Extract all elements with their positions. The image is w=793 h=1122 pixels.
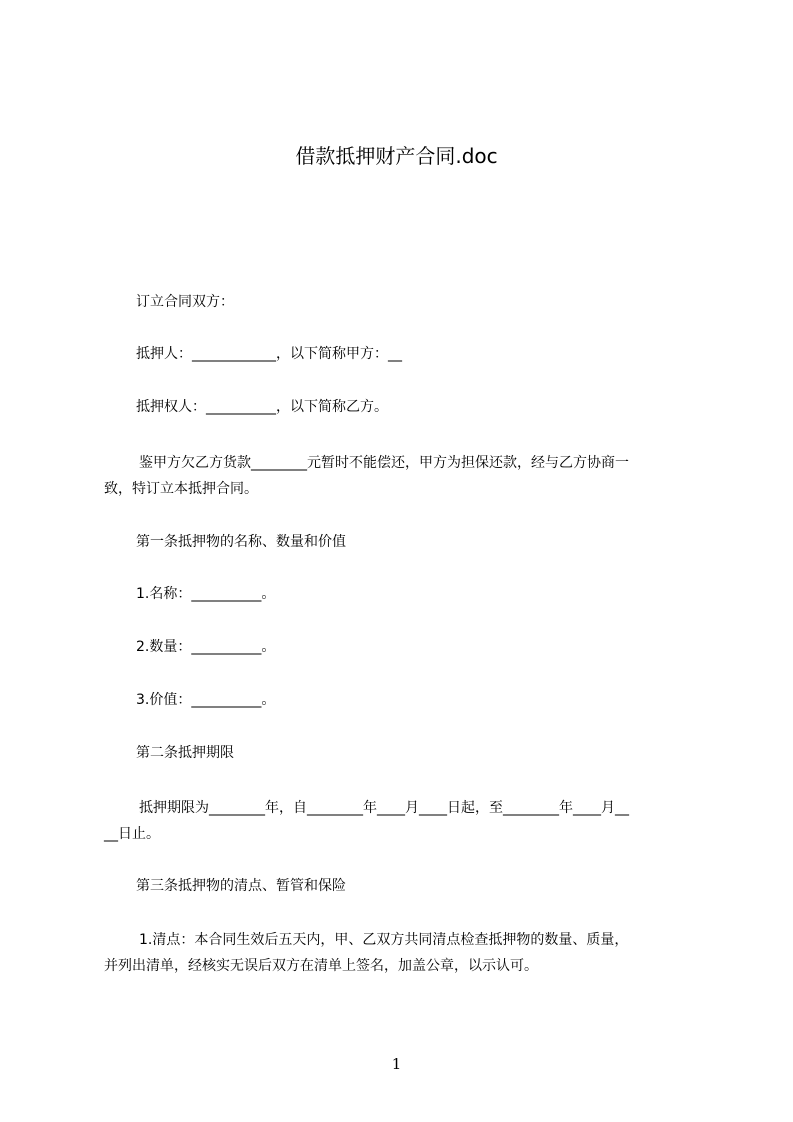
mortgagee-line: 抵押权人：__________，以下简称乙方。 bbox=[136, 399, 388, 415]
article2-heading: 第二条抵押期限 bbox=[136, 745, 234, 761]
article2-paragraph bbox=[104, 795, 706, 847]
article3-heading: 第三条抵押物的清点、暂管和保险 bbox=[136, 878, 346, 894]
page-number: 1 bbox=[391, 1055, 402, 1073]
article2-line-2: __日止。 bbox=[104, 826, 160, 842]
preamble-line-1: 鉴甲方欠乙方货款________元暂时不能偿还，甲方为担保还款，经与乙方协商一 bbox=[139, 455, 629, 471]
article1-item-value: 3.价值：__________。 bbox=[136, 692, 276, 708]
article3-item1-paragraph bbox=[104, 927, 706, 979]
preamble-line-2: 致，特订立本抵押合同。 bbox=[104, 481, 258, 497]
article3-item1-line-1: 1.清点：本合同生效后五天内，甲、乙双方共同清点检查抵押物的数量、质量， bbox=[139, 932, 629, 948]
article2-line-1: 抵押期限为________年，自________年____月____日起，至________年____月__ bbox=[139, 800, 629, 816]
article1-heading: 第一条抵押物的名称、数量和价值 bbox=[136, 534, 346, 550]
parties-heading: 订立合同双方： bbox=[136, 294, 234, 310]
document-title: 借款抵押财产合同.doc bbox=[295, 144, 498, 168]
article1-item-name: 1.名称：__________。 bbox=[136, 586, 276, 602]
article3-item1-line-2: 并列出清单，经核实无误后双方在清单上签名，加盖公章，以示认可。 bbox=[104, 958, 538, 974]
preamble-paragraph bbox=[104, 450, 706, 502]
article1-item-quantity: 2.数量：__________。 bbox=[136, 639, 276, 655]
mortgagor-line: 抵押人：____________，以下简称甲方：__ bbox=[136, 346, 402, 362]
